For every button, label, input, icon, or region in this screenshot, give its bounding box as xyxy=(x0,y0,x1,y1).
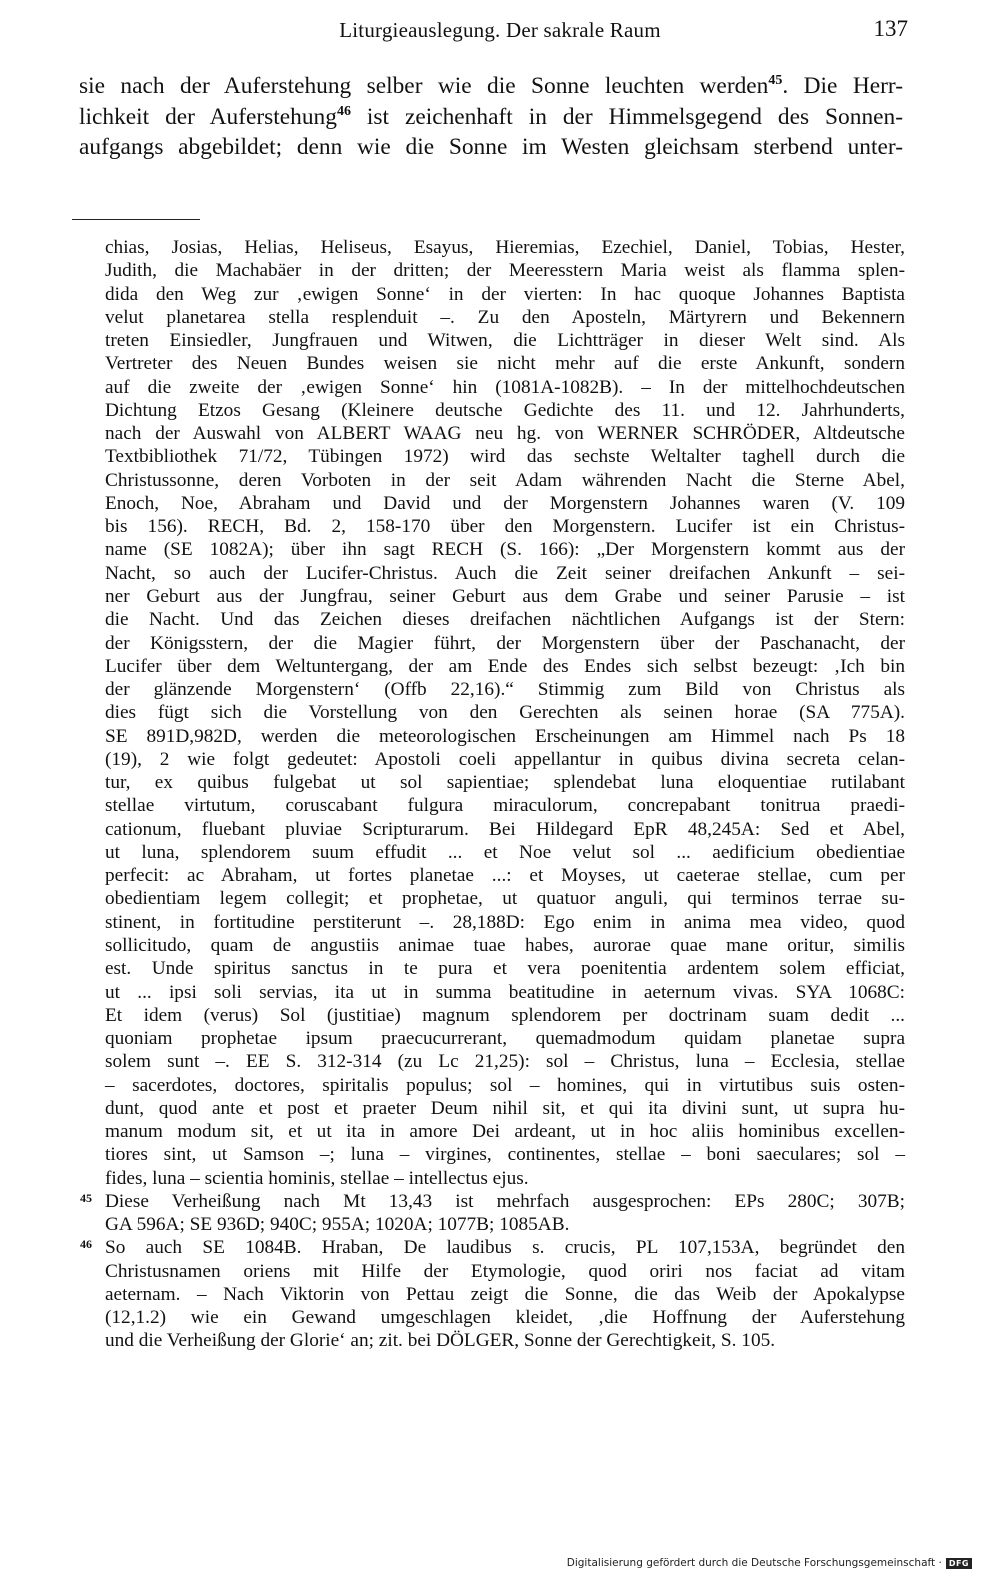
footnote-line: Lucifer über dem Weltuntergang, der am Ende des Endes sich selbst bezeugt: ‚Ich bin xyxy=(105,655,905,677)
footnote-line: GA 596A; SE 936D; 940C; 955A; 1020A; 1077B; 1085AB. xyxy=(105,1214,570,1236)
footnote-line: obedientiam legem collegit; et prophetae, ut quatuor anguli, qui terminos terrae su- xyxy=(105,888,905,910)
footnote-line: tur, ex quibus fulgebat ut sol sapientiae; splendebat luna eloquentiae rutilabant xyxy=(105,772,905,794)
footnote-line: treten Einsiedler, Jungfrauen und Witwen, die Lichtträger in dieser Welt sind. Als xyxy=(105,330,905,352)
page-header xyxy=(0,14,1000,48)
footnote-line: – sacerdotes, doctores, spiritalis populus; sol – homines, qui in virtutibus suis osten- xyxy=(105,1074,905,1096)
footnote-line: ut ... ipsi soli servias, ita ut in summa beatitudine in aeternum vivas. SYA 1068C: xyxy=(105,981,905,1003)
dfg-logo: DFG xyxy=(946,1558,972,1569)
footnote-line: 46 So auch SE 1084B. Hraban, De laudibus s. crucis, PL 107,153A, begründet den xyxy=(72,1236,905,1259)
footnote-line: fides, luna – scientia hominis, stellae – intellectus ejus. xyxy=(105,1167,529,1189)
footnote-line: sollicitudo, quam de angustiis animae tuae habes, aurorae quae mane oritur, similis xyxy=(105,934,905,956)
footnote-line: Textbibliothek 71/72, Tübingen 1972) wird das sechste Weltalter taghell durch die xyxy=(105,446,905,468)
footnote-line: nach der Auswahl von ALBERT WAAG neu hg. von WERNER SCHRÖDER, Altdeutsche xyxy=(105,423,905,445)
footnote-line: 45 Diese Verheißung nach Mt 13,43 ist mehrfach ausgesprochen: EPs 280C; 307B; xyxy=(72,1190,905,1213)
footnote-line: die Nacht. Und das Zeichen dieses dreifachen nächtlichen Aufgangs ist der Stern: xyxy=(105,609,905,631)
footnote-line: auf die zweite der ‚ewigen Sonne‘ hin (1081A-1082B). – In der mittelhochdeutschen xyxy=(105,376,905,398)
footnote-rule xyxy=(72,219,200,220)
footnote-line: stellae virtutum, coruscabant fulgura miraculorum, concrepabant tonitrua praedi- xyxy=(105,795,905,817)
footnote-line: solem sunt –. EE S. 312-314 (zu Lc 21,25): sol – Christus, luna – Ecclesia, stellae xyxy=(105,1051,905,1073)
footnote-line: bis 156). RECH, Bd. 2, 158-170 über den Morgenstern. Lucifer ist ein Christus- xyxy=(105,516,905,538)
page-number: 137 xyxy=(873,16,908,41)
footnote-line: tiores sint, ut Samson –; luna – virgines, continentes, stellae – boni saeculares; sol – xyxy=(105,1144,905,1166)
footnote-line: velut planetarea stella resplenduit –. Zu den Aposteln, Märtyrern und Bekennern xyxy=(105,306,905,328)
footnote-line: Dichtung Etzos Gesang (Kleinere deutsche Gedichte des 11. und 12. Jahrhunderts, xyxy=(105,399,905,421)
footnote-line: stinent, in fortitudine perstiterunt –. 28,188D: Ego enim in anima mea video, quod xyxy=(105,911,905,933)
footnote-number: 46 xyxy=(80,1237,92,1252)
footnote-line: dida den Weg zur ‚ewigen Sonne‘ in der vierten: In hac quoque Johannes Baptista xyxy=(105,283,905,305)
main-line: sie nach der Auferstehung selber wie die Sonne leuchten werden$^{45}$. Die Herr- xyxy=(79,73,903,99)
footnote-number: 45 xyxy=(80,1190,92,1205)
footnote-line: Christusnamen oriens mit Hilfe der Etymologie, quod oriri nos faciat ad vitam xyxy=(105,1260,905,1282)
footnote-line: der glänzende Morgenstern‘ (Offb 22,16).“ Stimmig zum Bild von Christus als xyxy=(105,679,905,701)
footnotes xyxy=(72,236,905,1353)
footnote-line: aeternam. – Nach Viktorin von Pettau zeigt die Sonne, die das Weib der Apokalypse xyxy=(105,1283,905,1305)
main-text xyxy=(79,71,903,163)
footnote-line: cationum, fluebant pluviae Scripturarum. Bei Hildegard EpR 48,245A: Sed et Abel, xyxy=(105,818,905,840)
footnote-line: Nacht, so auch der Lucifer-Christus. Auch die Zeit seiner dreifachen Ankunft – sei- xyxy=(105,562,905,584)
footnote-ref[interactable]: 45 xyxy=(768,73,783,89)
footnote-line: Et idem (verus) Sol (justitiae) magnum splendorem per doctrinam suam dedit ... xyxy=(105,1004,905,1026)
footnote-line: der Königsstern, der die Magier führt, der Morgenstern über der Paschanacht, der xyxy=(105,632,905,654)
footnote-line: SE 891D,982D, werden die meteorologischen Erscheinungen am Himmel nach Ps 18 xyxy=(105,725,905,747)
footnote-line: quoniam prophetae ipsum praecucurrerant, quemadmodum quidam planetae supra xyxy=(105,1028,905,1050)
footnote-line: name (SE 1082A); über ihn sagt RECH (S. 166): „Der Morgenstern kommt aus der xyxy=(105,539,905,561)
running-head: Liturgieauslegung. Der sakrale Raum xyxy=(339,18,661,42)
footnote-line: ut luna, splendorem suum effudit ... et Noe velut sol ... aedificium obedientiae xyxy=(105,841,905,863)
footnote-line: (19), 2 wie folgt gedeutet: Apostoli coeli appellantur in quibus divina secreta celan- xyxy=(105,748,905,770)
footnote-line: manum modum sit, et ut ita in amore Dei ardeant, ut in hoc aliis hominibus excellen- xyxy=(105,1121,905,1143)
footnote-line: chias, Josias, Helias, Heliseus, Esayus, Hieremias, Ezechiel, Daniel, Tobias, Hester, xyxy=(105,237,905,258)
footnote-line: perfecit: ac Abraham, ut fortes planetae ...: et Moyses, ut caeterae stellae, cum per xyxy=(105,865,905,887)
digitization-credit xyxy=(567,1557,972,1569)
footnote-line: dunt, quod ante et post et praeter Deum nihil sit, et qui ita divini sunt, ut supra hu- xyxy=(105,1097,905,1119)
footnote-ref[interactable]: 46 xyxy=(336,103,351,119)
footnote-line: und die Verheißung der Glorie‘ an; zit. bei DÖLGER, Sonne der Gerechtigkeit, S. 105. xyxy=(105,1330,776,1352)
main-line: lichkeit der Auferstehung$^{46}$ ist zeichenhaft in der Himmelsgegend des Sonnen- xyxy=(79,103,904,130)
footnote-line: Enoch, Noe, Abraham und David und der Morgenstern Johannes waren (V. 109 xyxy=(105,492,905,514)
footnote-line: Judith, die Machabäer in der dritten; der Meeresstern Maria weist als flamma splen- xyxy=(105,260,905,282)
footnote-line: Christussonne, deren Vorboten in der seit Adam währenden Nacht die Sterne Abel, xyxy=(105,469,905,491)
footnote-line: Vertreter des Neuen Bundes weisen sie nicht mehr auf die erste Ankunft, sondern xyxy=(105,353,905,375)
footnote-line: est. Unde spiritus sanctus in te pura et vera poenitentia ardentem solem efficiat, xyxy=(105,958,905,980)
footnote-line: dies fügt sich die Vorstellung von den Gerechten als seinen horae (SA 775A). xyxy=(105,702,905,724)
footnote-line: ner Geburt aus der Jungfrau, seiner Geburt aus dem Grabe und seiner Parusie – ist xyxy=(105,585,905,607)
credit-text: Digitalisierung gefördert durch die Deutsche Forschungsgemeinschaft · xyxy=(566,1557,942,1569)
footnote-line: (12,1.2) wie ein Gewand umgeschlagen kleidet, ‚die Hoffnung der Auferstehung xyxy=(105,1307,905,1329)
main-line: aufgangs abgebildet; denn wie die Sonne im Westen gleichsam sterbend unter- xyxy=(79,134,903,160)
